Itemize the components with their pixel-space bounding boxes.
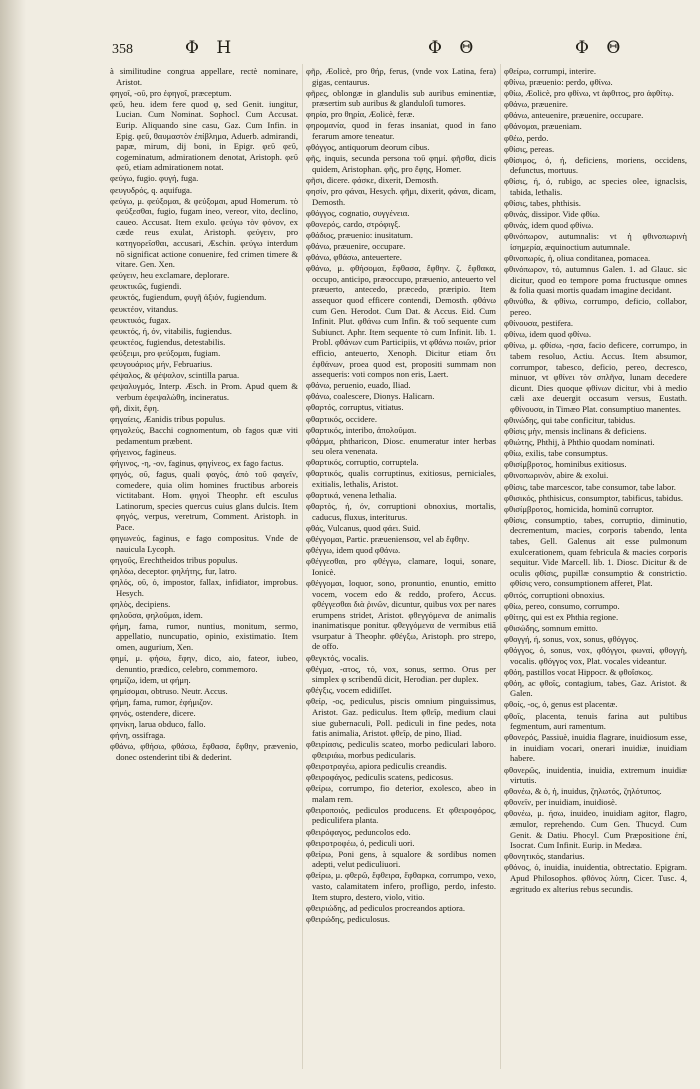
dictionary-entry: φθάρμα, phtharicon, Diosc. enumeratur inter herbas seu olera venenata. (306, 435, 496, 457)
dictionary-entry: φθογγή, ή, sonus, vox, sonus, φθόγγος. (504, 633, 639, 644)
dictionary-entry: φημί, μ. φήσω, ἔφην, dico, aio, fateor, iubeo, denuntio, prædico, celebro, commemoro. (110, 653, 298, 674)
dictionary-entry: φθόγγος, cognatio, συγγένεια. (306, 207, 410, 218)
dictionary-entry: φθάνω, præuenire. (504, 99, 568, 110)
dictionary-entry: φθονεῖν, per inuidiam, inuidiosè. (504, 797, 617, 808)
dictionary-entry: φθέγμα, -ατος, τό, vox, sonus, sermo. Orus per simplex φ scribendū dicit, Herodian. per duplex. (306, 663, 496, 685)
dictionary-entry: φθίνω, μ. φθίσω, -ησα, facio deficere, corrumpo, in tabem resoluo, Actiu. Accus. Item absumor, corrumpor, tabesco, deficio, pereo, decresco, minuor, vt φθίνει τὸν σπλῆνα, lunam decedere dicunt. Dies quoque φθίνων dicitur, vbi à medio cæli axe deuergit occasum versus, Eustath. φθίνουσα, in Timæo Plat. consumptiuo manentes. (504, 340, 687, 414)
dictionary-entry: φθόνος, ό, inuidia, inuidentia, obtrectatio. Epigram. Apud Philosophos. φθόνος λύπη, Cicer. Tusc. 4, ægritudo ex alterius rebus secundis. (504, 862, 687, 894)
dictionary-entry: φθέγγω, idem quod φθάνω. (306, 545, 401, 556)
dictionary-entry: φθάνω, φθάσω, anteuertere. (306, 252, 402, 263)
dictionary-entry: φῆς, inquis, secunda persona τοῦ φημί. φῆσθα, dicis quidem, Aristophan. φῆς, pro ἔφης, Homer. (306, 153, 496, 174)
dictionary-entry: φθέγγεσθαι, pro φθέγγω, clamare, loqui, sonare, Ionicè. (306, 556, 496, 577)
column-left (110, 66, 298, 1066)
dictionary-entry: φθόη, ac φθοῖς, contagium, tabes, Gaz. Aristot. & Galen. (504, 677, 687, 699)
dictionary-entry: φθίσις μὴν, mensis inclinans & deficiens. (504, 426, 647, 437)
dictionary-entry: φθειροτραγέω, apiora pediculis creandis. (306, 761, 447, 771)
column-middle (306, 66, 496, 1066)
header-letters-middle: Φ Θ (428, 38, 480, 58)
dictionary-entry: φθινάς, dissipor. Vide φθίω. (504, 209, 600, 220)
dictionary-entry: φθαρτικός, qualis corruptinus, exitiosus, perniciales, exitialis, lethalis, Aristot. (306, 468, 496, 490)
dictionary-entry: φθίνω, idem quod φθίνω. (504, 329, 591, 340)
dictionary-entry: φθίσις, ή, ό, rubigo, ac species olee, ignaclsis, tabida, lethalis. (504, 176, 687, 198)
dictionary-entry: φημίζω, idem, ut φήμη. (110, 674, 191, 685)
dictionary-entry: φθινύθω, & φθίνω, corrumpo, deficio, collabor, pereo. (504, 296, 687, 318)
dictionary-entry: φηρομανία, quod in feras insaniat, quod in fano ferarum amore teneatur. (306, 120, 496, 142)
dictionary-entry: φθονερῶς, inuidentia, inuidia, extremum inuidiæ virtutis. (504, 764, 687, 786)
dictionary-entry: φθίσις, tabes, phthisis. (504, 198, 581, 209)
dictionary-entry: φηλὸς, decipiens. (110, 598, 171, 609)
dictionary-entry: φθείρω, μ. φθερῶ, ἔφθειρα, ἔφθαρκα, corrumpo, vexo, vasto, calamitatem infero, profligo, perdo, infesto. Item stupro, destero, violo, vitio. (306, 870, 496, 902)
dictionary-entry: φθειροποιός, pediculos producens. Et φθειροφόρος, pediculifera planta. (306, 804, 496, 826)
dictionary-entry: φῆρες, oblongæ in glandulis sub auribus eminentiæ, præsertim sub auribus & glanduloſi tumores. (306, 87, 496, 109)
dictionary-entry: φευγυδρός, q. aquifuga. (110, 184, 193, 195)
dictionary-entry: φεύξειμι, pro φεύξομαι, fugiam. (110, 347, 221, 358)
dictionary-entry: φθεγκτός, vocalis. (306, 652, 369, 663)
dictionary-entry: φθάνω, φθήσω, φθάσω, ἔφθασα, ἔφθην, prævenio, donec ostenderint tibi & dederint. (110, 741, 298, 762)
dictionary-entry: φθειρώδης, pediculosus. (306, 913, 390, 924)
dictionary-entry: φθειροτροφέω, ό, pediculi uori. (306, 837, 415, 848)
dictionary-entry: φθόγγος, antiquorum deorum cibus. (306, 142, 430, 153)
dictionary-entry: φεύγειν, heu exclamare, deplorare. (110, 270, 230, 281)
dictionary-entry: φηγαίεις, Æanidis tribus populus. (110, 414, 226, 424)
column-rule (302, 64, 303, 1069)
dictionary-entry: φήγεινος, fagineus. (110, 446, 177, 457)
dictionary-entry: φθίσις, consumptio, tabes, corruptio, diminutio, decrementum, macies, corporis tabendo, lenta tabes, Gell. Galenus ait esse pulmonum exulcerationem, quam febricula & macies corporis sequitur. Vide Marcell. lib. 1. Diosc. Dicitur & de oculis φθίσις, pupillæ consumptio & constrictio. φθίσις vero, consumptionem afferet, Plat. (504, 514, 687, 589)
dictionary-entry: φθάνω, coalescere, Dionys. Halicarn. (306, 391, 435, 402)
dictionary-entry: φθαρτικός, occidere. (306, 413, 378, 424)
dictionary-entry: φθονέω, μ. ήσω, inuideo, inuidiam agitor, flagro, æmulor, reprehendo. Cum Gen. Thucyd. Cum Genit. & Datiu. Phocyl. Cum Præpositione ἐπί, Isocrat. Cum Infinit. Eurip. in Medæa. (504, 808, 687, 851)
dictionary-entry: φήνη, ossifraga. (110, 730, 166, 741)
dictionary-entry: φθάνω, præuenire, occupare. (306, 241, 406, 251)
dictionary-entry: φθιτός, corruptioni obnoxius. (504, 589, 605, 600)
dictionary-entry: φηνός, ostendere, dicere. (110, 708, 196, 719)
dictionary-entry: φηλοῦσα, φηλοῦμαι, idem. (110, 609, 203, 620)
dictionary-entry: φεύγω, fugio. φυγή, fuga. (110, 173, 199, 184)
dictionary-entry: φθισικός, phthisicus, consumptor, tabificus, tabidus. (504, 492, 684, 503)
dictionary-entry: φθαρτικός, corruptio, corruptela. (306, 457, 419, 468)
dictionary-entry: φηλός, οῦ, ό, impostor, fallax, infidiator, improbus. Hesych. (110, 576, 298, 598)
dictionary-entry: φθιώτης, Phthij, à Phthio quodam nominati. (504, 437, 655, 448)
dictionary-entry: φευκτός, ή, όν, vitabilis, fugiendus. (110, 325, 232, 336)
dictionary-entry: φθείρ, -ος, pediculus, piscis omnium pinguissimus, Aristot. Gaz. pediculus. Item φθεῖρ, medium claui siue gubernaculi, Poll. pediculi in fine pedes, nota fatis animalia, Aristot. φθεῖρ, de pino, Iliad. (306, 696, 496, 739)
dictionary-entry: φθίσις, pereas. (504, 143, 555, 154)
dictionary-entry: φηγαλεύς, Bacchi cognomentum, ob fagos quæ viti pedamentum præbent. (110, 425, 298, 446)
column-rule (500, 64, 501, 1069)
dictionary-entry: φθίνω, præuenio: perdo, φθίνω. (504, 77, 613, 88)
dictionary-entry: φηρία, pro θηρία, Æolicè, feræ. (306, 109, 415, 120)
dictionary-entry: φεψαλυγμός, Interp. Æsch. in Prom. Apud quem & verbum ἐφεψαλώθη, incineratus. (110, 381, 298, 402)
dictionary-entry: φευκτέος, fugiendus, detestabilis. (110, 336, 226, 347)
dictionary-entry: φήγινος, -η, -ον, faginus, φηγίνεος, ex fago factus. (110, 457, 284, 468)
dictionary-entry: φηλόω, deceptor. φηλήτης, fur, latro. (110, 565, 237, 576)
dictionary-entry: φέψαλος, & φέψαλον, scintilla parua. (110, 370, 240, 381)
dictionary-entry: φθίω, Æolicè, pro φθίνω, vt ἀφθιτος, pro ἀφθίτῳ. (504, 88, 674, 99)
dictionary-entry: φθισώδης, somnum emitto. (504, 622, 598, 633)
dictionary-entry: φθειρόφαγος, peduncolos edo. (306, 826, 411, 837)
dictionary-entry: φθάνω, anteuenire, præuenire, occupare. (504, 110, 644, 121)
dictionary-entry: φθόγγος, ό, sonus, vox, φθόγγοι, φωναί, φθογγὴ, vocalis. φθόγγος vox, Plat. vocales videantur. (504, 644, 687, 666)
dictionary-entry: φθίω, pereo, consumo, corrumpo. (504, 600, 620, 611)
dictionary-entry: φθίνουσα, pestifera. (504, 318, 573, 329)
dictionary-entry: φήμη, fama, rumor, nuntius, monitum, sermo, appellatio, nuncupatio, opinio, existimatio. Item omen, augurium, Xen. (110, 620, 298, 652)
dictionary-entry: φευκτός, fugiendum, φυγῆ ἀξιόν, fugiendum. (110, 292, 267, 303)
dictionary-entry: φθονερός, Passiuè, inuidia flagrare, inuidiosum esse, in inuidiam vocari, onerari inuidiæ, inuidiam habere. (504, 732, 687, 764)
dictionary-entry: φηγοῖ, -οῦ, pro ἐφηγοῖ, præceptum. (110, 87, 232, 98)
dictionary-entry: φηγοῦς, Erechtheidos tribus populus. (110, 554, 238, 565)
dictionary-entry: φθαρτός, corruptus, vitiatus. (306, 402, 404, 413)
dictionary-entry: φθοῖς, placenta, tenuis farina aut pultibus fegmentum, auri ramentum. (504, 710, 687, 732)
binding-shadow (0, 0, 26, 1089)
dictionary-entry: φθινάς, idem quod φθίνω. (504, 220, 594, 231)
dictionary-entry: φηγός, οῦ, fagus, quali φαγός, ἀπὸ τοῦ φαγεῖν, comedere, quia olim homines fructibus arboreis victitabant. Hom. φηγοὶ Theophr. eft esculus Latinorum, species quercus cuius glans dulcis. Item φηγός, verpus, veretrum, Comment. Aristoph. in Pace. (110, 468, 298, 532)
dictionary-entry: φθινοπωρινὸν, abire & exolui. (504, 470, 609, 481)
dictionary-entry: φθείρω, Poni gens, à squalore & sordibus nomen adepti, velut pediculiuori. (306, 848, 496, 870)
dictionary-entry: φθίσιμος, ό, ή, deficiens, moriens, occidens, defunctus, mortuus. (504, 154, 687, 176)
dictionary-entry: φθειροφάγος, pediculis scatens, pedicosus. (306, 772, 454, 783)
dictionary-entry: φθίτης, qui est ex Phthia regione. (504, 611, 619, 622)
dictionary-entry: φῆσι, dicere. φάσκε, dixerit, Demosth. (306, 174, 439, 185)
column-right (504, 66, 687, 1066)
dictionary-entry: φθάδιος, præuenio: inusitatum. (306, 229, 413, 240)
dictionary-entry: φθείρω, corrumpo, fio deterior, exolesco, abeo in malam rem. (306, 783, 496, 804)
dictionary-entry: φθονέω, & ὁ, ἡ, inuidus, ζηλωτός, ζηλότυπος. (504, 786, 662, 797)
page-number: 358 (112, 42, 133, 57)
dictionary-entry: φεύγω, μ. φεύξομαι, & φεύξομαι, apud Homerum. τὸ φεύξεσθαι, fugio, fugam ineo, vereor, vito, declino, caueo. Accusat. Item exulo. φεύγω τὸν φόνον, ex cæde reus exulat, Aristoph. φεύγειν, pro κατηγορεῖσθαι, accusari, Æschin. φεύγω interdum nō significat actione conuenire, fed crimen timere & vitare. Gen. Xen. (110, 195, 298, 270)
dictionary-entry: φθέγγομαι, Partic. præueniensσα, vel ab ἔφθην. (306, 534, 470, 545)
dictionary-entry: φθονητικός, standarius. (504, 851, 585, 862)
dictionary-entry: φηγωνεύς, faginus, e fago compositus. Vnde de nauicula Lycoph. (110, 533, 298, 554)
dictionary-entry: φθαρτὸς, ή, όν, corruptioni obnoxius, mortalis, caducus, fluxus, interiturus. (306, 501, 496, 522)
dictionary-entry: φθίσις, tabe marcescor, tabe consumor, tabe labor. (504, 481, 676, 492)
header-letters-left: Φ Η (185, 38, 238, 58)
dictionary-entry: φῆρ, Æolicè, pro θήρ, ferus, (vnde vox Latina, fera) gigas, centaurus. (306, 66, 496, 87)
dictionary-entry: φθινόπωρον, τό, autumnus Galen. 1. ad Glauc. sic dicitur, quod eo tempore poma fructusque omnes & folia quasi mortis quadam imagine decidant. (504, 264, 687, 296)
dictionary-entry: φθόη, pastillos vocat Hippocr. & φθοΐσκος. (504, 666, 653, 677)
dictionary-entry: φθινόπωρον, autumnalis: vt ἡ φθινοπωρινὴ ἰσημερία, æquinoctium autumnale. (504, 231, 687, 252)
dictionary-entry: φθάνω, μ. φθήσομαι, ἔφθασα, ἔφθην. ζ. ἔφθακα, occupo, anticipo, præoccupo, præuenio, anteuerto vel præuerto, antecedo, præcedo, præripio. Item assequor quod efficere contendi, Demosth. φθάνω cum Gen. Herodot. Cum Dat. & Accus. Eid. Cum Infinit. Plut. φθάνω cum Infin. & τοῦ sequente cum Subiunct. Aphr. Item sequente τὸ cum Infinit. lib. 1. Probl. φθάνων cum Participiis, vt φθάνω ποιῶν, prior efficio, anteuerto, Xenoph. Dicitur etiam ὅτι ἐφθάνων, proea quod est, propositi summam non assequeris: voti compos non eris, Laert. (306, 263, 496, 380)
dictionary-entry: φθάνομαι, præueniam. (504, 121, 582, 132)
dictionary-entry: φθάνω, peruenio, euado, Iliad. (306, 380, 411, 391)
dictionary-entry: φημίσομαι, obtruso. Neutr. Accus. (110, 685, 228, 696)
dictionary-entry: φευκτικός, fugax. (110, 314, 171, 325)
dictionary-entry: φθάς, Vulcanus, quod φάει. Suid. (306, 522, 421, 533)
dictionary-entry: φῆ, dixit, ἔφη. (110, 402, 160, 413)
dictionary-entry: φήμη, fama, rumor, ἐφήμιζον. (110, 696, 213, 707)
dictionary-entry: φθισίμβροτος, hominibus exitiosus. (504, 459, 627, 470)
dictionary-entry: φευγουάριος μήν, Februarius. (110, 359, 213, 370)
dictionary-entry: φθίω, exilis, tabe consumptus. (504, 448, 608, 459)
dictionary-entry: φθειριώδης, ad pediculos procreandos aptiora. (306, 902, 465, 913)
dictionary-entry: φθειρίασις, pediculis scateo, morbo pediculari laboro. φθειριάω, morbus pedicularis. (306, 739, 496, 760)
dictionary-entry: φθέγξις, vocem edidiſſet. (306, 685, 392, 696)
dictionary-entry: φηνίκη, larua obduco, fallo. (110, 719, 206, 730)
dictionary-entry: φθονερός, cardo, στρόφιγξ. (306, 218, 401, 229)
dictionary-entry: φθινώδης, qui tabe conficitur, tabidus. (504, 415, 636, 425)
dictionary-entry: φθέγγομαι, loquor, sono, pronuntio, enuntio, emitto vocem, vocem edo & reddo, profero, Accus. φθέγγεσθαι διὰ ῥινῶν, dicuntur, quibus vox per nares erumpens stridet, Aristot. φθεγγόμενα de animalis inanimatisque ponitur. φθεγγόμενα de vermibus etiā vsurpatur à Theophr. φθέγξω, Aristoph. pro strepo, de offo. (306, 577, 496, 652)
dictionary-entry: à similitudine congrua appellare, rectè nominare, Aristot. (110, 66, 298, 87)
dictionary-entry: φθείρω, corrumpi, interire. (504, 66, 596, 76)
dictionary-entry: φθέω, perdo. (504, 132, 549, 143)
dictionary-entry: φευκτέον, vitandus. (110, 303, 178, 314)
dictionary-entry: φθισίμβροτος, homicida, hominū corruptor. (504, 503, 654, 514)
page-header (0, 38, 700, 62)
dictionary-entry: φεῦ, heu. idem fere quod φ, sed Genit. iungitur, Lucian. Cum Nominat. Sophocl. Cum Accusat. Eurip. Aliquando sine casu, Gaz. Cum Infin. in Epig. φεῦ, θαυμαστὸν ἐπίβλημα, Aduerb. admirandi, papæ, mirum, dij boni, in Epigr. φεῦ φεῦ, cogeminatum, admirationem denotat, Aristoph. φεῦ φεῦ, etiam admirationem notat. (110, 98, 298, 173)
dictionary-entry: φησίν, pro φάναι, Hesych. φῆμι, dixerit, φάναι, dicam, Demosth. (306, 186, 496, 207)
dictionary-entry: φθαρτικά, venena lethalia. (306, 490, 397, 501)
dictionary-entry: φθοίς, -ος, ό, genus est placentæ. (504, 699, 618, 710)
dictionary-entry: φευκτικῶς, fugiendi. (110, 281, 182, 292)
dictionary-entry: φθαρτικός, interibo, ἀπολοῦμαι. (306, 424, 417, 435)
header-letters-right: Φ Θ (575, 38, 627, 58)
dictionary-entry: φθινοπωρίς, ἡ, oliua conditanea, pomacea. (504, 253, 651, 264)
